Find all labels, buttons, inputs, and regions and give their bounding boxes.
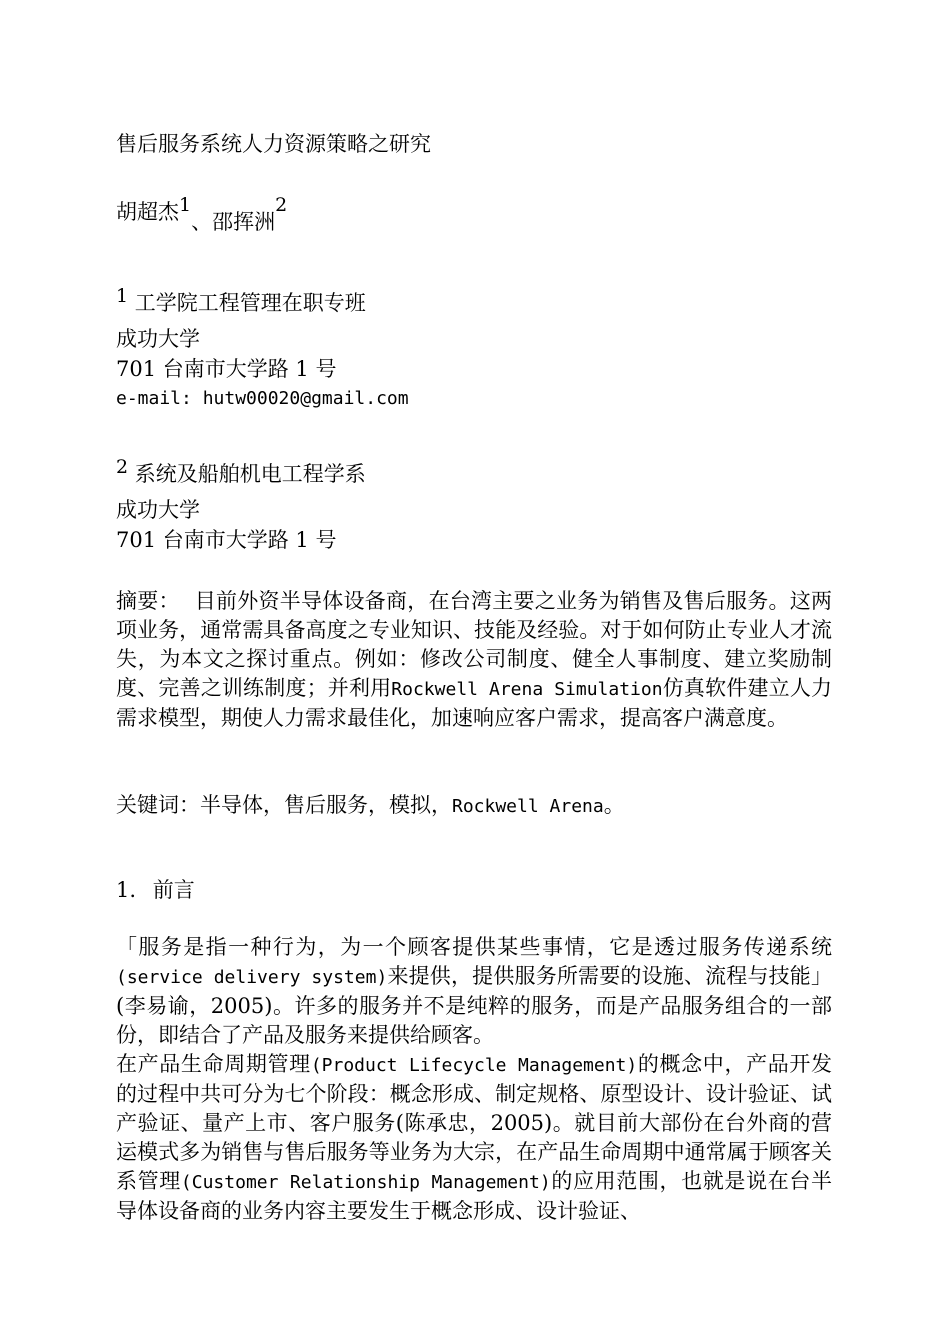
- affiliation-1-address: 701 台南市大学路 1 号: [116, 357, 337, 381]
- keywords-latin: Rockwell Arena: [452, 796, 604, 817]
- author-name-2: 邵挥洲: [212, 210, 276, 234]
- body-text: [116, 933, 832, 1226]
- affiliation-1-dept: 工学院工程管理在职专班: [134, 291, 366, 315]
- affiliation-2-address: 701 台南市大学路 1 号: [116, 528, 337, 552]
- abstract-latin: Rockwell Arena Simulation: [391, 679, 663, 700]
- author-mark-2: 2: [275, 194, 288, 216]
- affiliation-1-email: e-mail: hutw00020@gmail.com: [116, 388, 409, 409]
- paragraph-2: 在产品生命周期管理(Product Lifecycle Management)的概念中，产品开发的过程中共可分为七个阶段：概念形成、制定规格、原型设计、设计验证、试产验证、量产上市、客户服务(陈承忠，2005)。就目前大部份在台外商的营运模式多为销售与售后服务等业务为大宗，在产品生命周期中通常属于顾客关系管理(Customer Relationship Management)的应用范围，也就是说在台半导体设备商的业务内容主要发生于概念形成、设计验证、: [116, 1052, 833, 1223]
- affiliation-1-heading: [116, 285, 409, 318]
- author-mark-1: 1: [179, 194, 192, 216]
- paragraph-1: 「服务是指一种行为，为一个顾客提供某些事情，它是透过服务传递系统(service delivery system)来提供，提供服务所需要的设施、流程与技能」(李易谕，2005)。许多的服务并不是纯粹的服务，而是产品服务组合的一部份，即结合了产品及服务来提供给顾客。: [116, 935, 832, 1047]
- paragraph-1-latin: (service delivery system): [116, 967, 388, 988]
- abstract-text-1: 目前外资半导体设备商，在台湾主要之业务为销售及售后服务。这两项业务，通常需具备高度之专业知识、技能及经验。对于如何防止专业人才流失，为本文之探讨重点。例如：修改公司制度、健全人事制度、建立奖励制度、完善之训练制度；并利用: [116, 589, 833, 700]
- affiliation-2-school: 成功大学: [116, 498, 200, 522]
- keywords-label: 关键词：: [116, 793, 200, 817]
- author-separator: 、邵挥洲: [191, 210, 276, 234]
- section-number: 1.: [116, 878, 137, 902]
- paper-title: 售后服务系统人力资源策略之研究: [116, 132, 431, 156]
- section-heading-1: [116, 874, 195, 904]
- section-title: 前言: [152, 878, 195, 902]
- affiliation-1-mark: 1: [116, 285, 129, 307]
- keywords-text: 半导体，售后服务，模拟，: [200, 793, 452, 817]
- author-name-1: 胡超杰: [116, 200, 179, 224]
- affiliation-2-mark: 2: [116, 456, 129, 478]
- paragraph-2-latin-1: (Product Lifecycle Management): [310, 1055, 638, 1076]
- abstract-text-2: 仿真软件建立人力需求模型，期使人力需求最佳化，加速响应客户需求，提高客户满意度。: [116, 676, 832, 730]
- keywords-end: 。: [603, 793, 625, 817]
- paragraph-2-latin-2: (Customer Relationship Management): [180, 1172, 551, 1193]
- abstract-label: 摘要：: [116, 589, 180, 613]
- abstract: [116, 587, 832, 733]
- affiliation-2-dept: 系统及船舶机电工程学系: [134, 462, 366, 486]
- affiliation-2-heading: [116, 456, 366, 489]
- author-line: [116, 196, 287, 236]
- affiliation-2: [116, 456, 366, 555]
- keywords: [116, 789, 625, 819]
- affiliation-1: [116, 285, 409, 414]
- affiliation-1-school: 成功大学: [116, 327, 200, 351]
